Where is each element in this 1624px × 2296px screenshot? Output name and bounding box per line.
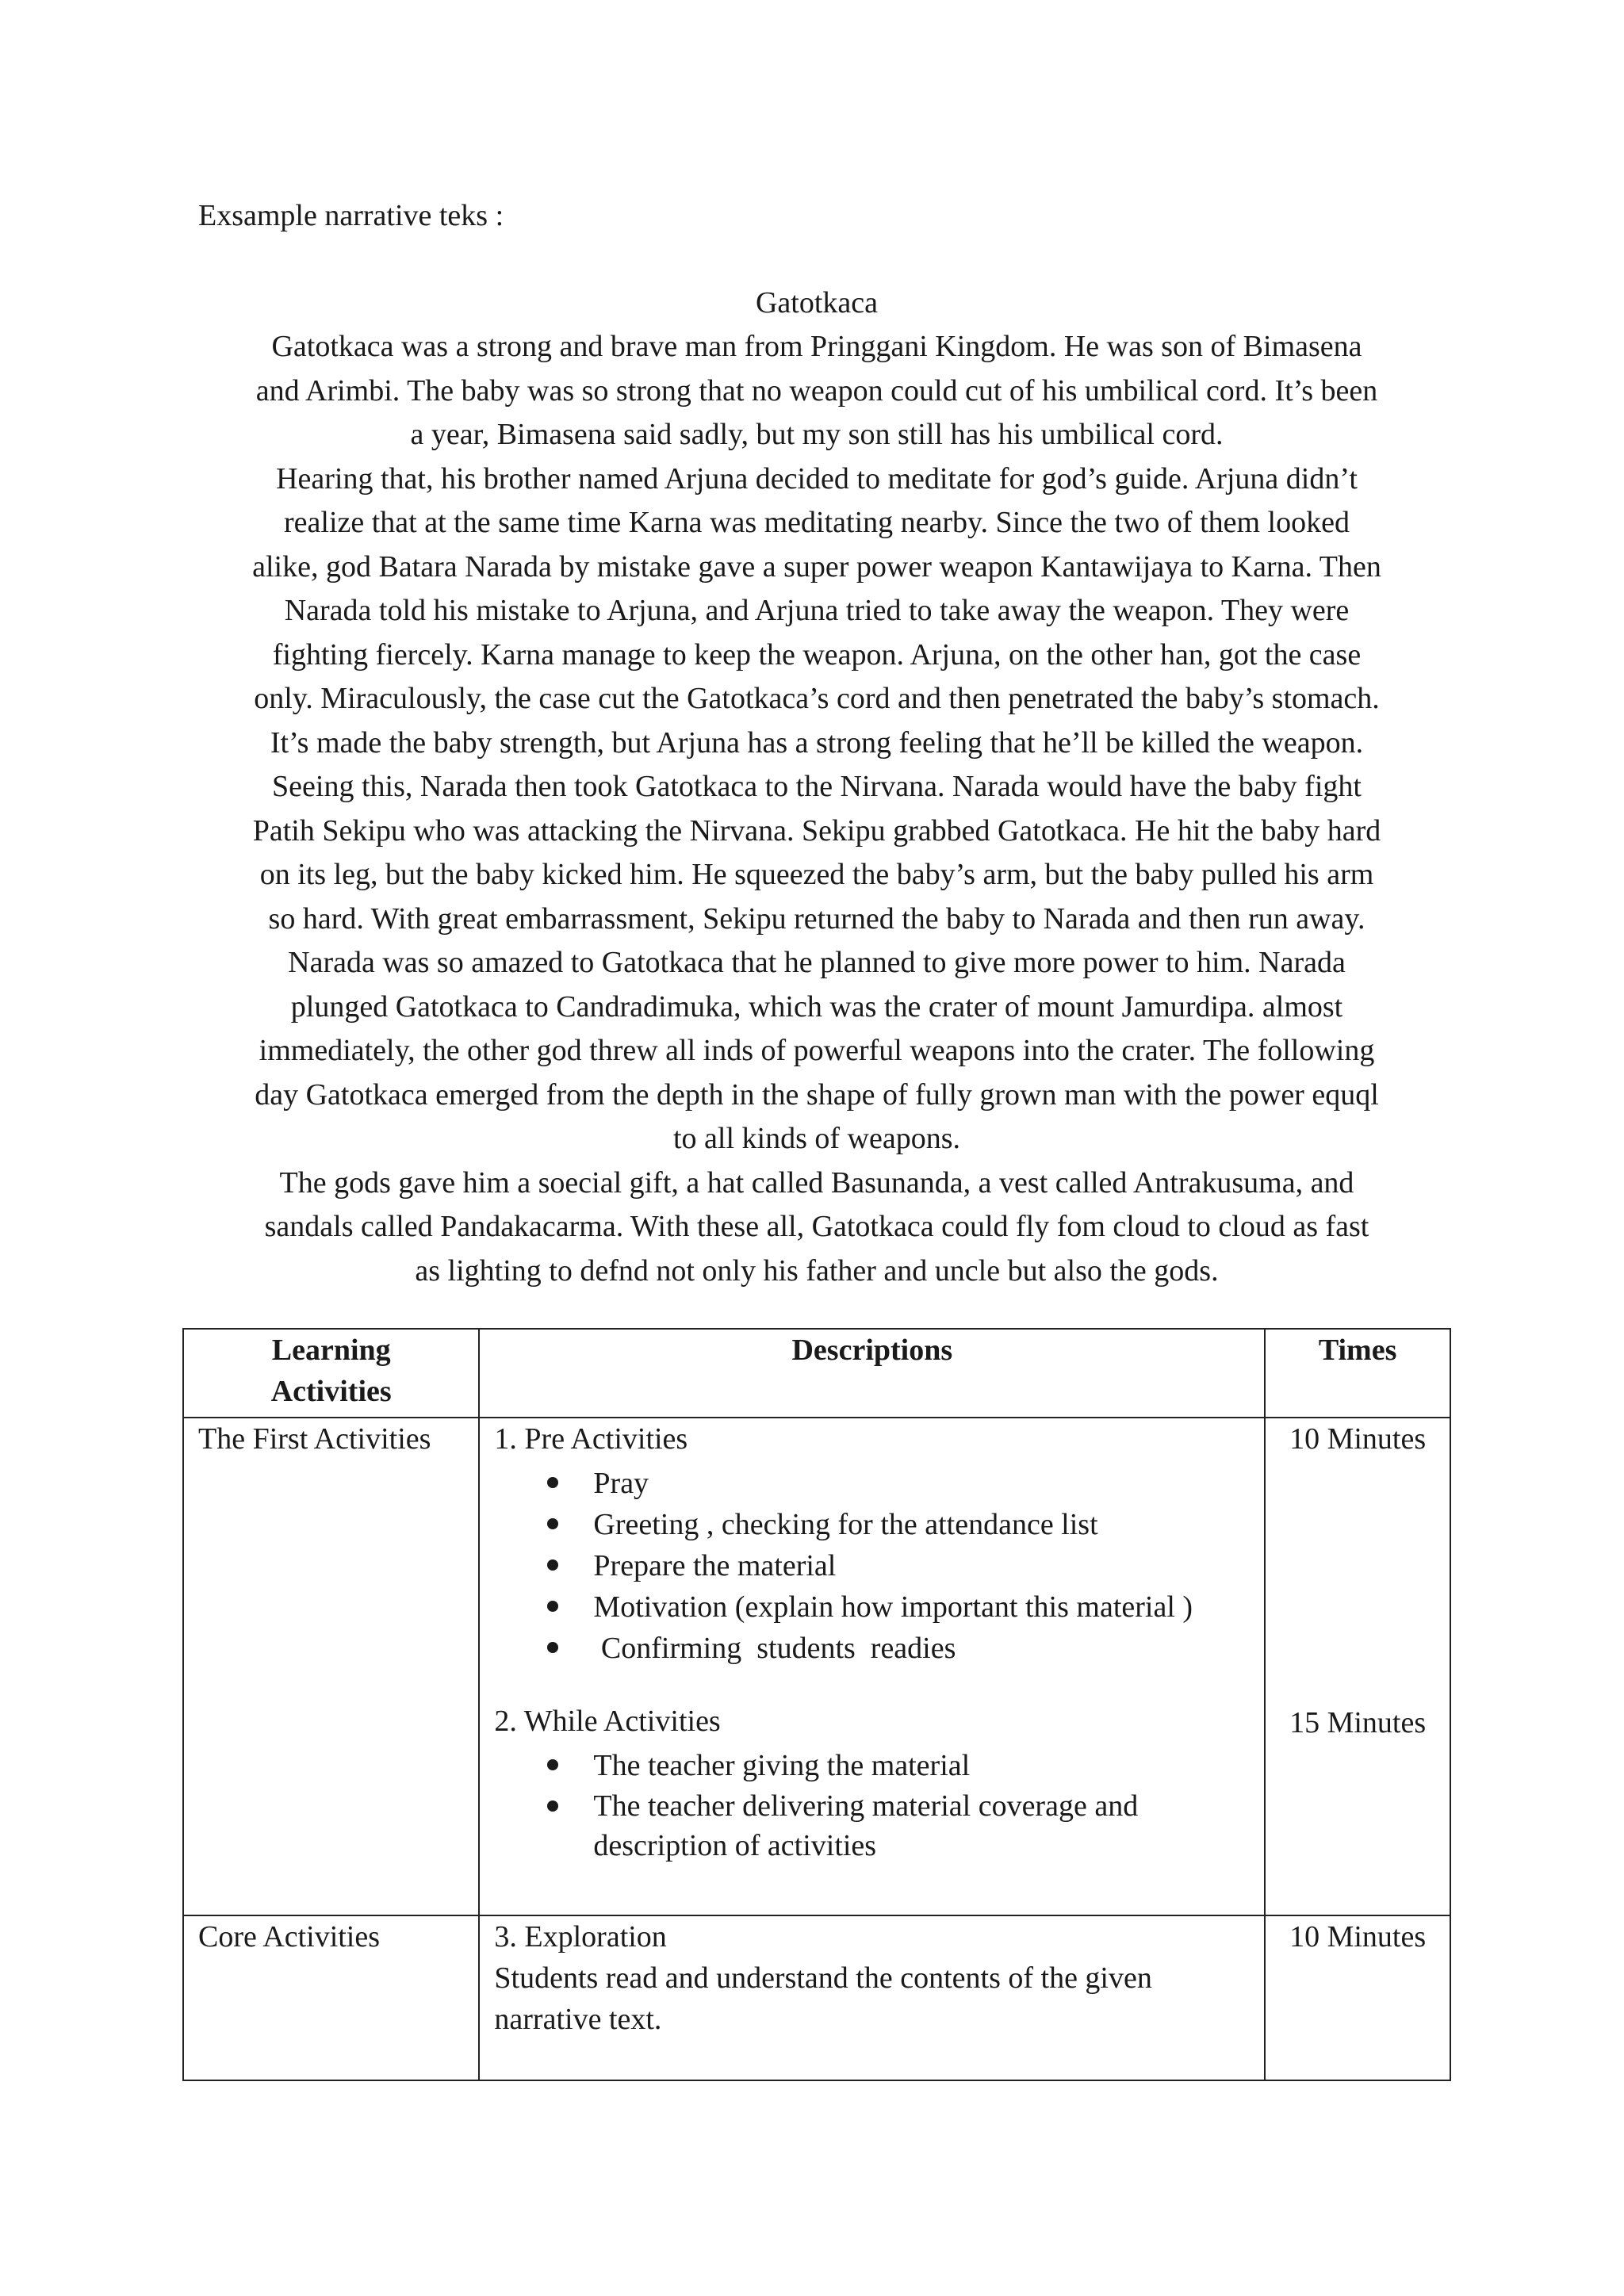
story-title: Gatotkaca: [755, 286, 879, 320]
intro-label: Exsample narrative teks :: [198, 199, 504, 232]
story-line: sandals called Pandakacarma. With these all, Gatotkaca could fly fom cloud to cloud as fast: [264, 1210, 1369, 1243]
activity-cell: The First Activities: [183, 1418, 479, 1915]
story-line: a year, Bimasena said sadly, but my son still has his umbilical cord.: [410, 418, 1224, 451]
list-item: [593, 1545, 1250, 1586]
list-item-text: Greeting , checking for the attendance list: [593, 1508, 1098, 1541]
pre-activities-title: 1. Pre Activities: [494, 1422, 688, 1456]
list-item-text: Motivation (explain how important this material ): [593, 1590, 1193, 1624]
story-line: It’s made the baby strength, but Arjuna has a strong feeling that he’ll be killed the weapon.: [270, 725, 1364, 760]
story-line: fighting fiercely. Karna manage to keep the weapon. Arjuna, on the other han, got the case: [272, 637, 1362, 672]
pre-activities-list: [494, 1463, 1250, 1669]
story-line: The gods gave him a soecial gift, a hat called Basunanda, a vest called Antrakusuma, and: [279, 1165, 1354, 1200]
story-line: Hearing that, his brother named Arjuna decided to meditate for god’s guide. Arjuna didn’t: [276, 461, 1358, 496]
bullet-icon: [547, 1518, 558, 1529]
story-line: day Gatotkaca emerged from the depth in the shape of fully grown man with the power equql: [255, 1077, 1379, 1112]
lesson-plan-table: [182, 1328, 1451, 2081]
list-item: [593, 1586, 1250, 1628]
story-body: [198, 325, 1435, 1293]
story-line: Narada was so amazed to Gatotkaca that he planned to give more power to him. Narada: [288, 946, 1346, 979]
header-descriptions: Descriptions: [479, 1329, 1265, 1418]
narrative-story: [198, 281, 1435, 1293]
header-learning-activities-line1: Learning: [271, 1334, 391, 1367]
while-activities-title: 2. While Activities: [494, 1705, 721, 1738]
table-row-core-activities: [183, 1915, 1450, 2080]
list-item: [593, 1745, 1250, 1786]
header-learning-activities-line2: Activities: [270, 1375, 392, 1408]
story-line: as lighting to defnd not only his father and uncle but also the gods.: [415, 1253, 1219, 1288]
header-learning-activities: [183, 1329, 479, 1418]
story-line: immediately, the other god threw all inds of powerful weapons into the crater. The following: [259, 1034, 1375, 1067]
bullet-icon: [547, 1477, 558, 1488]
list-item-text: Pray: [593, 1467, 649, 1500]
bullet-icon: [547, 1642, 558, 1653]
list-item: [593, 1463, 1250, 1504]
list-item-text: The teacher delivering material coverage and description of activities: [593, 1789, 1139, 1862]
story-line: Gatotkaca was a strong and brave man from Pringgani Kingdom. He was son of Bimasena: [271, 330, 1362, 363]
story-line: and Arimbi. The baby was so strong that no weapon could cut of his umbilical cord. It’s been: [255, 373, 1378, 408]
story-line: plunged Gatotkaca to Candradimuka, which was the crater of mount Jamurdipa. almost: [290, 989, 1343, 1024]
bullet-icon: [547, 1601, 558, 1612]
pre-activities-time: 10 Minutes: [1289, 1422, 1427, 1456]
story-line: Narada told his mistake to Arjuna, and Arjuna tried to take away the weapon. They were: [284, 594, 1350, 627]
activity-cell: Core Activities: [183, 1915, 479, 2080]
story-line: on its leg, but the baby kicked him. He squeezed the baby’s arm, but the baby pulled his arm: [259, 858, 1374, 891]
list-item: [593, 1504, 1250, 1545]
table-row-first-activities: [183, 1418, 1450, 1915]
time-cell: 10 Minutes: [1265, 1915, 1450, 2080]
list-item: [593, 1628, 1250, 1669]
header-times: Times: [1265, 1329, 1450, 1418]
time-cell: [1265, 1418, 1450, 1915]
exploration-title: 3. Exploration: [494, 1920, 667, 1954]
bullet-icon: [547, 1800, 558, 1812]
story-line: so hard. With great embarrassment, Sekipu returned the baby to Narada and then run away.: [268, 901, 1365, 936]
table-header-row: [183, 1329, 1450, 1418]
list-item-text: Prepare the material: [593, 1549, 837, 1582]
story-line: realize that at the same time Karna was meditating nearby. Since the two of them looked: [284, 506, 1350, 539]
spacer: [494, 1669, 1250, 1701]
while-activities-list: [494, 1745, 1250, 1866]
story-line: alike, god Batara Narada by mistake gave a super power weapon Kantawijaya to Karna. Then: [252, 549, 1381, 584]
story-line: Seeing this, Narada then took Gatotkaca to the Nirvana. Narada would have the baby fight: [272, 770, 1362, 803]
list-item-text: The teacher giving the material: [593, 1749, 971, 1782]
story-line: only. Miraculously, the case cut the Gatotkaca’s cord and then penetrated the baby’s stomach.: [254, 682, 1380, 715]
bullet-icon: [547, 1559, 558, 1571]
story-line: Patih Sekipu who was attacking the Nirvana. Sekipu grabbed Gatotkaca. He hit the baby hard: [252, 813, 1381, 848]
description-cell: [479, 1418, 1265, 1915]
list-item-text: Confirming students readies: [593, 1632, 956, 1665]
description-cell: [479, 1915, 1265, 2080]
exploration-text: Students read and understand the contents of the given narrative text.: [494, 1961, 1152, 2036]
list-item: [593, 1786, 1250, 1866]
while-activities-time: 15 Minutes: [1289, 1706, 1427, 1739]
bullet-icon: [547, 1759, 558, 1770]
story-line: to all kinds of weapons.: [672, 1122, 960, 1155]
spacer: [1280, 1460, 1435, 1702]
